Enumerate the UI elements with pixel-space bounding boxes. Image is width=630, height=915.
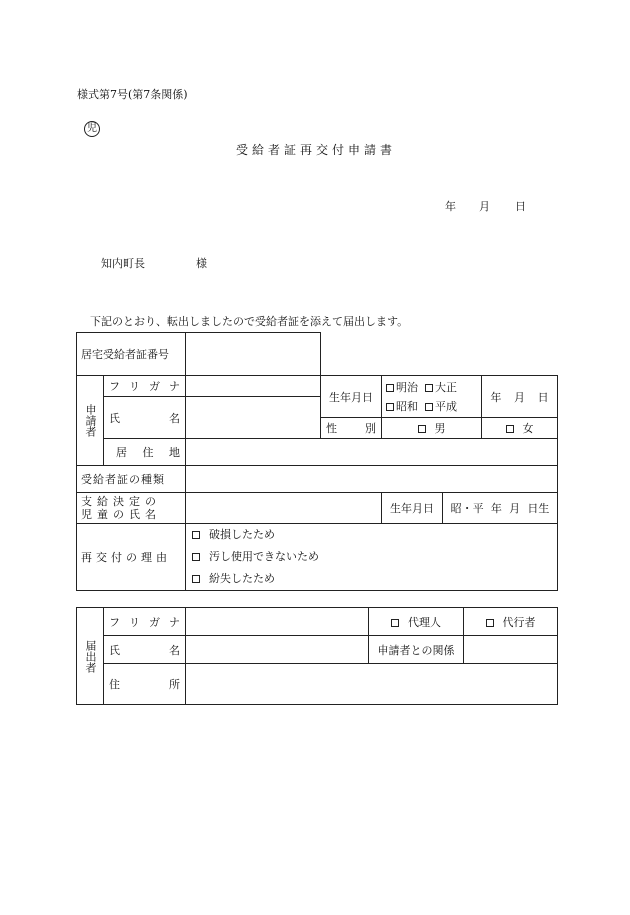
notifier-furigana-input[interactable] <box>186 608 369 636</box>
addressee: 知内町長 <box>101 257 145 270</box>
cert-number-label: 居宅受給者証番号 <box>77 333 186 376</box>
address-label-cell <box>104 439 186 466</box>
checkbox-icon[interactable] <box>391 619 399 627</box>
applicant-table <box>76 332 558 591</box>
notifier-name-label: 氏 名 <box>109 643 180 657</box>
checkbox-icon[interactable] <box>386 384 394 392</box>
checkbox-icon[interactable] <box>425 403 433 411</box>
reason-options[interactable] <box>186 524 558 591</box>
name-input[interactable] <box>186 397 321 439</box>
furigana-input[interactable] <box>186 376 321 397</box>
date-year: 年 <box>445 200 456 213</box>
checkbox-icon[interactable] <box>486 619 494 627</box>
agent-option[interactable]: 代理人 <box>369 608 464 636</box>
male-option[interactable]: 男 <box>382 418 482 439</box>
cert-type-input[interactable] <box>186 466 558 493</box>
checkbox-icon[interactable] <box>192 531 200 539</box>
stamp-icon <box>84 121 100 137</box>
relation-input[interactable] <box>464 636 558 664</box>
birth-date-input[interactable]: 年 月 日 <box>482 376 558 418</box>
notifier-furigana-label-cell <box>104 608 186 636</box>
child-birth-cell[interactable]: 生年月日 昭・平 年 月 日生 <box>382 493 558 524</box>
page-title: 受給者証再交付申請書 <box>236 143 397 157</box>
form-number: 様式第7号(第7条関係) <box>77 88 188 101</box>
child-name-input[interactable] <box>186 493 382 524</box>
notifier-label: 届出者 <box>84 639 97 673</box>
furigana-label: フ リ ガ ナ <box>109 380 180 393</box>
notifier-table <box>76 607 558 705</box>
notifier-address-label: 住 所 <box>109 678 180 691</box>
stamp-label: 児 <box>87 123 97 134</box>
notifier-address-input[interactable] <box>186 664 558 705</box>
female-option[interactable]: 女 <box>482 418 558 439</box>
date-day: 日 <box>515 200 526 213</box>
reason-label: 再交付の理由 <box>81 551 171 564</box>
reason-option[interactable]: 汚し使用できないため <box>192 546 557 568</box>
checkbox-icon[interactable] <box>506 425 514 433</box>
reason-label-cell <box>77 524 186 591</box>
sex-label: 性 別 <box>326 422 376 435</box>
notifier-name-input[interactable] <box>186 636 369 664</box>
notifier-name-label-cell <box>104 636 186 664</box>
name-label: 氏 名 <box>109 411 180 425</box>
cert-number-empty <box>321 333 558 376</box>
era-select[interactable]: 明治 大正 昭和 平成 <box>382 376 482 418</box>
birthdate-label: 生年月日 <box>321 376 382 418</box>
addressee-suffix: 様 <box>196 257 207 270</box>
child-name-label-1: 支給決定の <box>81 495 161 508</box>
child-birth-label-text: 生年月日 <box>382 493 443 523</box>
name-label-cell <box>104 397 186 439</box>
sex-label-cell <box>321 418 382 439</box>
cert-type-label: 受給者証の種類 <box>81 473 165 486</box>
notifier-furigana-label: フ リ ガ ナ <box>109 615 180 629</box>
applicant-label-cell <box>77 376 104 466</box>
address-input[interactable] <box>186 439 558 466</box>
proxy-option[interactable]: 代行者 <box>464 608 558 636</box>
relation-label: 申請者との関係 <box>369 636 464 664</box>
child-name-label-2: 児童の氏名 <box>81 508 161 521</box>
notifier-address-label-cell <box>104 664 186 705</box>
date-month: 月 <box>479 200 490 213</box>
checkbox-icon[interactable] <box>425 384 433 392</box>
cert-type-label-cell <box>77 466 186 493</box>
checkbox-icon[interactable] <box>192 553 200 561</box>
cert-number-digits[interactable] <box>186 333 321 376</box>
furigana-label-cell <box>104 376 186 397</box>
intro-text: 下記のとおり、転出しましたので受給者証を添えて届出します。 <box>90 315 409 328</box>
applicant-label: 申請者 <box>84 404 97 437</box>
checkbox-icon[interactable] <box>418 425 426 433</box>
checkbox-icon[interactable] <box>192 575 200 583</box>
checkbox-icon[interactable] <box>386 403 394 411</box>
child-name-label-cell <box>77 493 186 524</box>
notifier-label-cell <box>77 608 104 705</box>
reason-option[interactable]: 紛失したため <box>192 568 557 590</box>
reason-option[interactable]: 破損したため <box>192 524 557 546</box>
address-label: 居 住 地 <box>116 446 180 459</box>
